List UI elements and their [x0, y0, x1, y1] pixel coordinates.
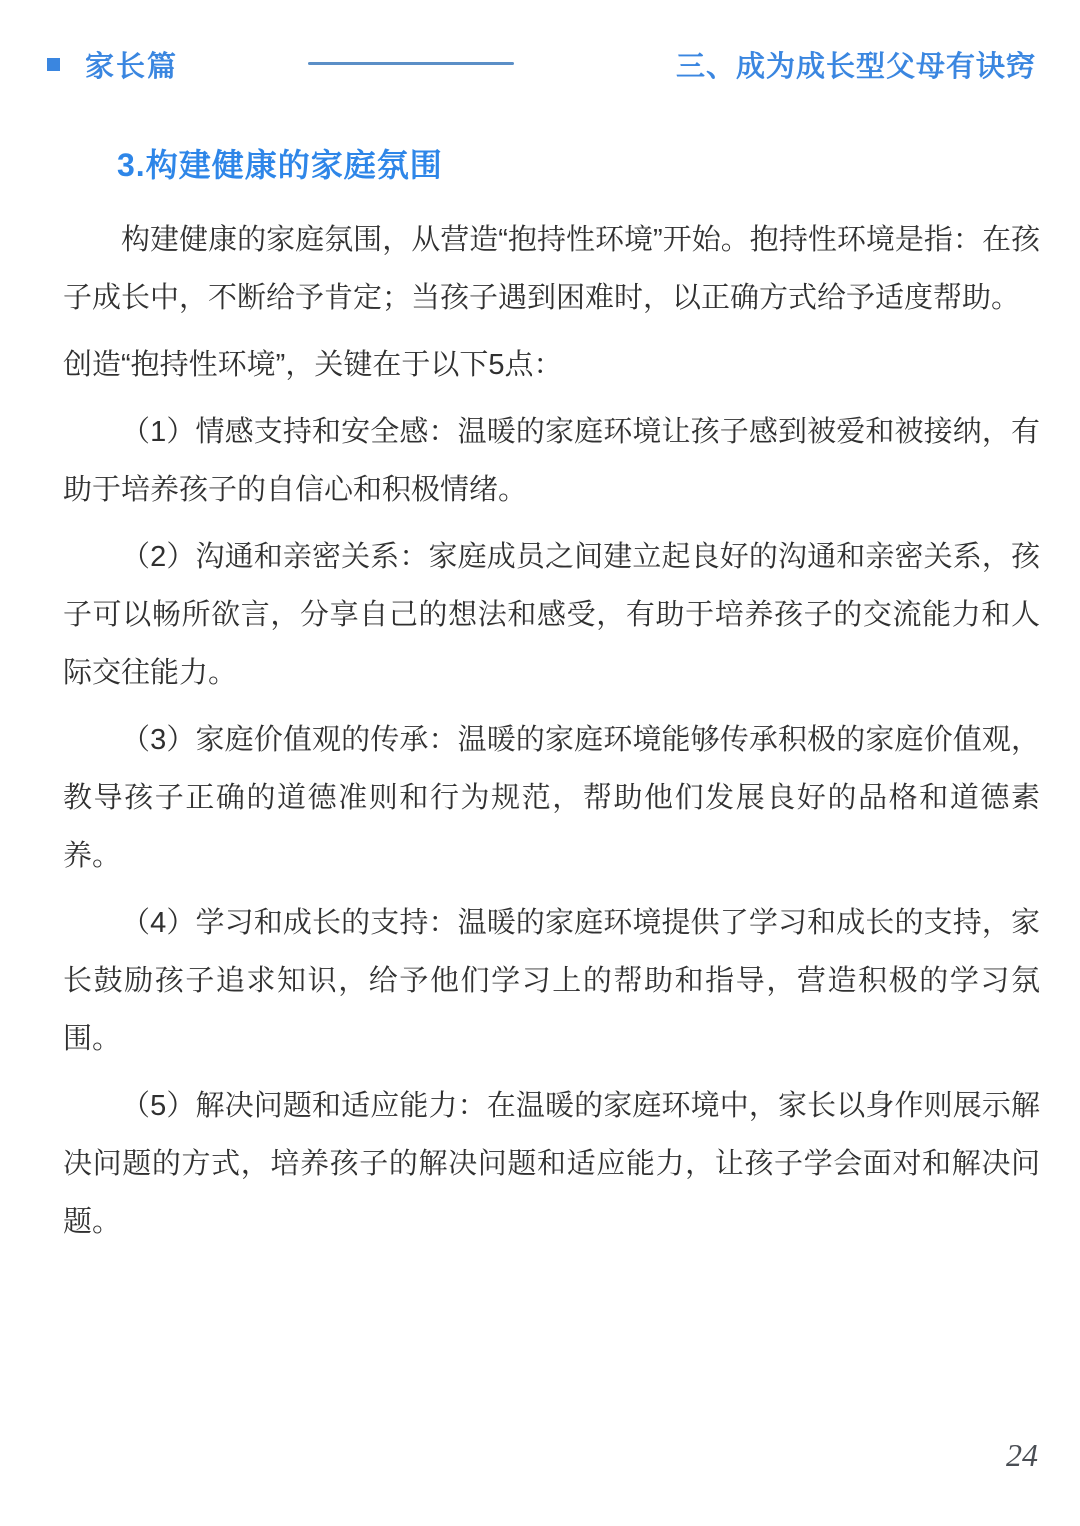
body-paragraph: （2）沟通和亲密关系：家庭成员之间建立起良好的沟通和亲密关系，孩子可以畅所欲言，分享自己的想法和感受，有助于培养孩子的交流能力和人际交往能力。	[63, 541, 1040, 689]
header-divider-line	[308, 62, 514, 65]
header-chapter-title: 三、成为成长型父母有诀窍	[675, 51, 1036, 83]
body-text-block	[63, 211, 1040, 1260]
section-heading: 3.构建健康的家庭氛围	[117, 147, 443, 183]
body-paragraph: 创造“抱持性环境”，关键在于以下5点：	[63, 349, 563, 381]
body-paragraph: （3）家庭价值观的传承：温暖的家庭环境能够传承积极的家庭价值观，教导孩子正确的道德准则和行为规范，帮助他们发展良好的品格和道德素养。	[63, 724, 1040, 872]
header-section-label: 家长篇	[85, 51, 179, 83]
body-paragraph: （1）情感支持和安全感：温暖的家庭环境让孩子感到被爱和被接纳，有助于培养孩子的自信心和积极情绪。	[63, 416, 1040, 506]
square-bullet-icon	[47, 58, 60, 71]
body-paragraph: 构建健康的家庭氛围，从营造“抱持性环境”开始。抱持性环境是指：在孩子成长中，不断给予肯定；当孩子遇到困难时，以正确方式给予适度帮助。	[63, 224, 1040, 314]
page-number: 24	[1006, 1437, 1038, 1473]
body-paragraph: （4）学习和成长的支持：温暖的家庭环境提供了学习和成长的支持，家长鼓励孩子追求知识，给予他们学习上的帮助和指导，营造积极的学习氛围。	[63, 907, 1040, 1055]
body-paragraph: （5）解决问题和适应能力：在温暖的家庭环境中，家长以身作则展示解决问题的方式，培养孩子的解决问题和适应能力，让孩子学会面对和解决问题。	[63, 1090, 1040, 1238]
